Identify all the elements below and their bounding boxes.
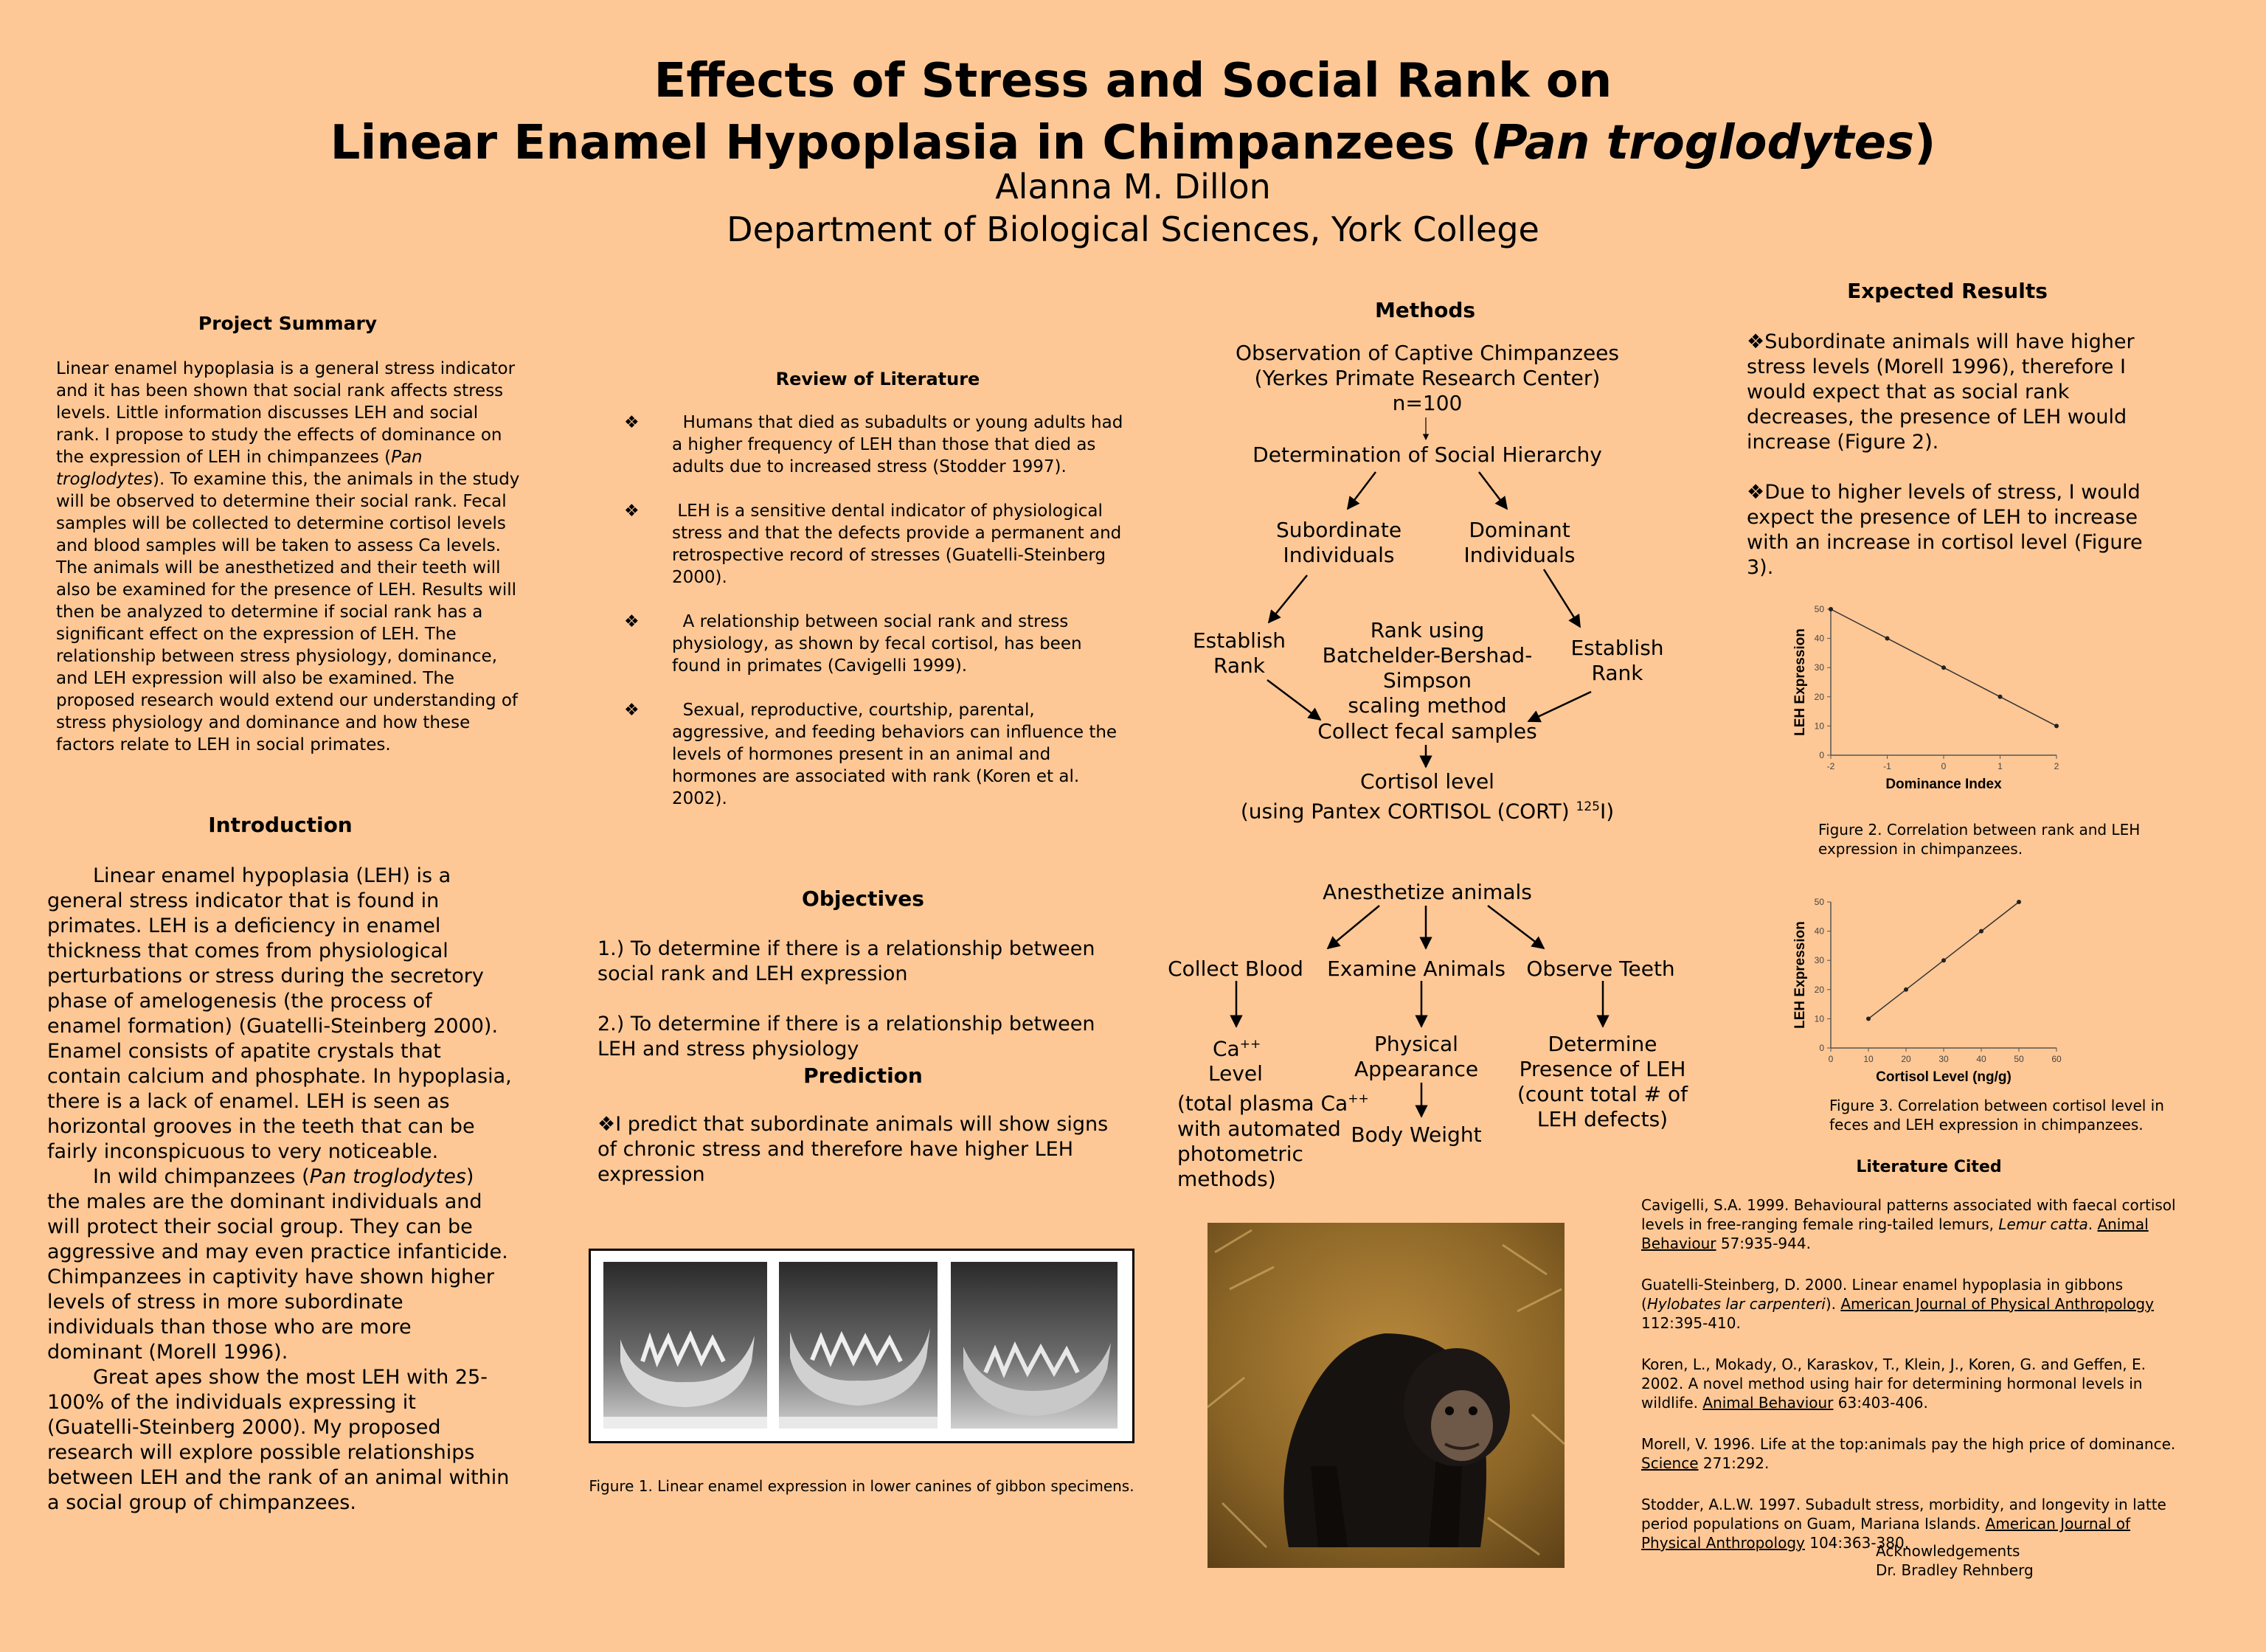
x-tick-label: 0: [1941, 761, 1947, 771]
data-point: [1904, 988, 1908, 992]
reference-text: Guatelli-Steinberg, D. 2000. Linear enamel hypoplasia in gibbons (: [1641, 1276, 2124, 1313]
y-tick-label: 10: [1814, 721, 1824, 732]
x-tick-label: 2: [2054, 761, 2059, 771]
intro-paragraph-3: Great apes show the most LEH with 25-100% of the individuals expressing it (Guatelli-Steinberg 2000). My proposed research will explore possible relationships between LEH and the rank of an animal within a social group of chimpanzees.: [47, 1366, 510, 1514]
objective-2: 2.) To determine if there is a relationship between LEH and stress physiology: [597, 1013, 1095, 1061]
data-point: [2054, 723, 2059, 728]
intro-paragraph-1: Linear enamel hypoplasia (LEH) is a general stress indicator that is found in primates. LEH is a deficiency in enamel thickness that comes from physiological perturbations or stress during the secretory phase of amelogenesis (the process of enamel formation) (Guatelli-Steinberg 2000). Enamel consists of apatite crystals that contain calcium and phosphate. In hypoplasia, there is a lack of enamel. LEH is seen as horizontal grooves in the teeth that can be fairly inconspicuous to very noticeable.: [47, 864, 512, 1163]
y-tick-label: 30: [1814, 662, 1824, 673]
arrow-to-observe-teeth: [1488, 906, 1544, 948]
reference-entry: [1641, 1434, 2187, 1473]
figure-2-chart: [1785, 596, 2073, 802]
objective-1: 1.) To determine if there is a relationship between social rank and LEH expression: [597, 937, 1095, 985]
y-tick-label: 30: [1814, 955, 1824, 966]
arrow-to-collect-blood: [1328, 906, 1379, 948]
objectives-heading: Objectives: [802, 886, 924, 911]
review-item: ❖ Humans that died as subadults or young adults had a higher frequency of LEH than those that died as adults due to increased stress (Stodder 1997).: [624, 413, 1129, 476]
x-tick-label: 30: [1938, 1054, 1949, 1064]
data-point: [1941, 958, 1946, 962]
data-point: [1941, 665, 1946, 670]
y-axis-label: LEH Expression: [1792, 921, 1808, 1029]
y-tick-label: 40: [1814, 926, 1824, 937]
y-axis-label: LEH Expression: [1792, 628, 1808, 736]
data-point: [1866, 1016, 1871, 1021]
reference-text: .: [2087, 1215, 2098, 1233]
flow-ca-level: Ca++ Level (total plasma Ca++ with automated photometric methods): [1177, 1036, 1369, 1191]
data-point: [1998, 695, 2003, 699]
arrow-to-establish-left: [1269, 575, 1307, 622]
prediction-heading: Prediction: [803, 1063, 923, 1088]
reference-text: Koren, L., Mokady, O., Karaskov, T., Klein, J., Koren, G. and Geffen, E. 2002. A novel method using hair for determining hormonal levels in wildlife.: [1641, 1356, 2146, 1412]
reference-journal: Animal Behaviour: [1702, 1394, 1834, 1412]
flow-determine-leh: Determine Presence of LEH (count total # of LEH defects): [1517, 1032, 1688, 1131]
reference-text: ).: [1825, 1295, 1841, 1313]
flow-fecal-samples: Collect fecal samples: [1317, 719, 1537, 743]
y-tick-label: 50: [1814, 604, 1824, 614]
arrow-left-to-fecal: [1267, 680, 1320, 720]
reference-volume: 57:935-944.: [1716, 1235, 1811, 1252]
literature-cited-list: [1641, 1195, 2187, 1575]
expected-result-1: ❖Subordinate animals will have higher stress levels (Morell 1996), therefore I would expect that as social rank decreases, the presence of LEH would increase (Figure 2).: [1747, 330, 2135, 454]
arrow-to-subordinate: [1348, 472, 1376, 509]
project-summary-heading: Project Summary: [198, 313, 378, 334]
reference-text: Morell, V. 1996. Life at the top:animals pay the high price of dominance.: [1641, 1435, 2176, 1453]
flow-cortisol: Cortisol level (using Pantex CORTISOL (CORT) $^{125}$I): [1240, 769, 1615, 824]
y-tick-label: 10: [1814, 1013, 1824, 1024]
data-point: [2017, 900, 2021, 904]
figure-2-caption: Figure 2. Correlation between rank and LEH expression in chimpanzees.: [1818, 821, 2141, 858]
reference-journal: Animal Behaviour: [1641, 1215, 2149, 1252]
reference-volume: 271:292.: [1698, 1454, 1770, 1472]
expected-results-heading: Expected Results: [1847, 279, 2048, 303]
flow-anesthetize: Anesthetize animals: [1323, 880, 1532, 904]
x-tick-label: 40: [1976, 1054, 1986, 1064]
x-tick-label: 50: [2014, 1054, 2024, 1064]
figure-3-chart: [1785, 889, 2073, 1088]
methods-heading: Methods: [1374, 298, 1476, 322]
flow-establish-rank-right: Establish Rank: [1570, 636, 1664, 685]
reference-species: Lemur catta: [1998, 1215, 2088, 1233]
y-tick-label: 50: [1814, 897, 1824, 907]
x-tick-label: -1: [1883, 761, 1891, 771]
x-axis-label: Dominance Index: [1885, 777, 2002, 792]
title-line-2: Linear Enamel Hypoplasia in Chimpanzees (Pan troglodytes): [330, 116, 1936, 170]
bullet-icon: ❖: [624, 701, 640, 720]
reference-entry: [1641, 1275, 2187, 1333]
figure-3-caption: Figure 3. Correlation between cortisol level in feces and LEH expression in chimpanzees.: [1829, 1097, 2164, 1134]
flow-dominant: Dominant Individuals: [1463, 518, 1576, 567]
flow-observe-teeth: Observe Teeth: [1526, 957, 1675, 981]
intro-paragraph-2: In wild chimpanzees (Pan troglodytes) the males are the dominant individuals and will protect their social group. They can be aggressive and may even practice infanticide. Chimpanzees in captivity have shown higher levels of stress in more subordinate individuals than those who are more dominant (Morell 1996).: [47, 1165, 508, 1364]
introduction-heading: Introduction: [208, 813, 353, 837]
flow-examine-animals: Examine Animals: [1327, 957, 1506, 981]
y-tick-label: 0: [1819, 1043, 1824, 1053]
reference-journal: Science: [1641, 1454, 1699, 1472]
y-tick-label: 0: [1819, 750, 1824, 760]
flow-physical-appearance: Physical Appearance: [1354, 1032, 1479, 1081]
x-tick-label: 20: [1901, 1054, 1911, 1064]
flow-collect-blood: Collect Blood: [1168, 957, 1303, 981]
data-point: [1979, 929, 1983, 934]
flow-rank-using: Rank using Batchelder-Bershad-Simpson scaling method: [1322, 618, 1533, 718]
x-tick-label: 60: [2051, 1054, 2062, 1064]
data-point: [1885, 636, 1890, 641]
bullet-icon: ❖: [624, 413, 640, 432]
acknowledgements-name: Dr. Bradley Rehnberg: [1876, 1561, 2034, 1579]
acknowledgements: [1876, 1541, 2034, 1580]
flow-establish-rank-left: Establish Rank: [1192, 628, 1286, 678]
flow-observation: Observation of Captive Chimpanzees (Yerkes Primate Research Center) n=100: [1236, 341, 1619, 415]
reference-journal: American Journal of Physical Anthropology: [1840, 1295, 2154, 1313]
literature-cited-heading: Literature Cited: [1856, 1158, 2002, 1176]
x-tick-label: -2: [1826, 761, 1835, 771]
x-axis-label: Cortisol Level (ng/g): [1876, 1069, 2012, 1085]
prediction-text: ❖I predict that subordinate animals will show signs of chronic stress and therefore have higher LEH expression: [597, 1113, 1109, 1186]
y-tick-label: 40: [1814, 633, 1824, 644]
expected-results-text: [1747, 330, 2160, 580]
reference-text: Cavigelli, S.A. 1999. Behavioural patterns associated with faecal cortisol levels in free-ranging female ring-tailed lemurs,: [1641, 1196, 2176, 1233]
reference-species: Hylobates lar carpenteri: [1646, 1295, 1826, 1313]
affiliation: Department of Biological Sciences, York College: [727, 209, 1539, 249]
review-heading: Review of Literature: [775, 369, 980, 389]
bullet-icon: ❖: [624, 502, 640, 521]
data-point: [1829, 607, 1833, 611]
x-tick-label: 10: [1863, 1054, 1874, 1064]
expected-result-2: ❖Due to higher levels of stress, I would expect the presence of LEH to increase with an increase in cortisol level (Figure 3).: [1747, 481, 2143, 579]
y-tick-label: 20: [1814, 984, 1824, 995]
flow-hierarchy: Determination of Social Hierarchy: [1252, 442, 1602, 467]
acknowledgements-heading: Acknowledgements: [1876, 1542, 2020, 1560]
figure-1-caption: Figure 1. Linear enamel expression in lower canines of gibbon specimens.: [589, 1477, 1134, 1495]
reference-journal: American Journal of Physical Anthropology: [1641, 1515, 2130, 1552]
review-item: ❖ LEH is a sensitive dental indicator of physiological stress and that the defects provide a permanent and retrospective record of stresses (Guatelli-Steinberg 2000).: [624, 502, 1127, 587]
bullet-icon: ❖: [624, 612, 640, 631]
reference-volume: 63:403-406.: [1833, 1394, 1928, 1412]
reference-text: Stodder, A.L.W. 1997. Subadult stress, morbidity, and longevity in latte period populations on Guam, Mariana Islands.: [1641, 1496, 2166, 1533]
reference-volume: 104:363-380.: [1804, 1534, 1910, 1552]
reference-volume: 112:395-410.: [1641, 1314, 1741, 1332]
project-summary-text: Linear enamel hypoplasia is a general stress indicator and it has been shown that social rank affects stress levels. Little information discusses LEH and social rank. I propose to study the effects of dominance on the expression of LEH in chimpanzees (Pan troglodytes). To examine this, the animals in the study will be observed to determine their social rank. Fecal samples will be collected to determine cortisol levels and blood samples will be taken to assess Ca levels. The animals will be anesthetized and their teeth will also be examined for the presence of LEH. Results will then be analyzed to determine if social rank has a significant effect on the expression of LEH. The relationship between stress physiology, dominance, and LEH expression will also be examined. The proposed research would extend our understanding of stress physiology and dominance and how these factors relate to LEH in social primates.: [56, 359, 520, 754]
arrow-right-to-fecal: [1528, 692, 1591, 721]
author-name: Alanna M. Dillon: [995, 167, 1271, 206]
chimpanzee-photo: [1208, 1223, 1565, 1568]
title-line-1: Effects of Stress and Social Rank on: [654, 54, 1612, 108]
flow-subordinate: Subordinate Individuals: [1275, 518, 1402, 567]
review-item: ❖ Sexual, reproductive, courtship, parental, aggressive, and feeding behaviors can influence the levels of hormones present in an animal and hormones are associated with rank (Koren et al. 2002).: [624, 701, 1123, 808]
arrow-to-establish-right: [1544, 569, 1580, 627]
x-tick-label: 0: [1828, 1054, 1834, 1064]
review-item: ❖ A relationship between social rank and stress physiology, as shown by fecal cortisol, has been found in primates (Cavigelli 1999).: [624, 612, 1087, 676]
x-tick-label: 1: [1998, 761, 2003, 771]
reference-entry: [1641, 1355, 2187, 1412]
y-tick-label: 20: [1814, 691, 1824, 702]
flow-body-weight: Body Weight: [1351, 1122, 1482, 1147]
arrow-to-dominant: [1479, 472, 1507, 509]
reference-entry: [1641, 1195, 2187, 1253]
